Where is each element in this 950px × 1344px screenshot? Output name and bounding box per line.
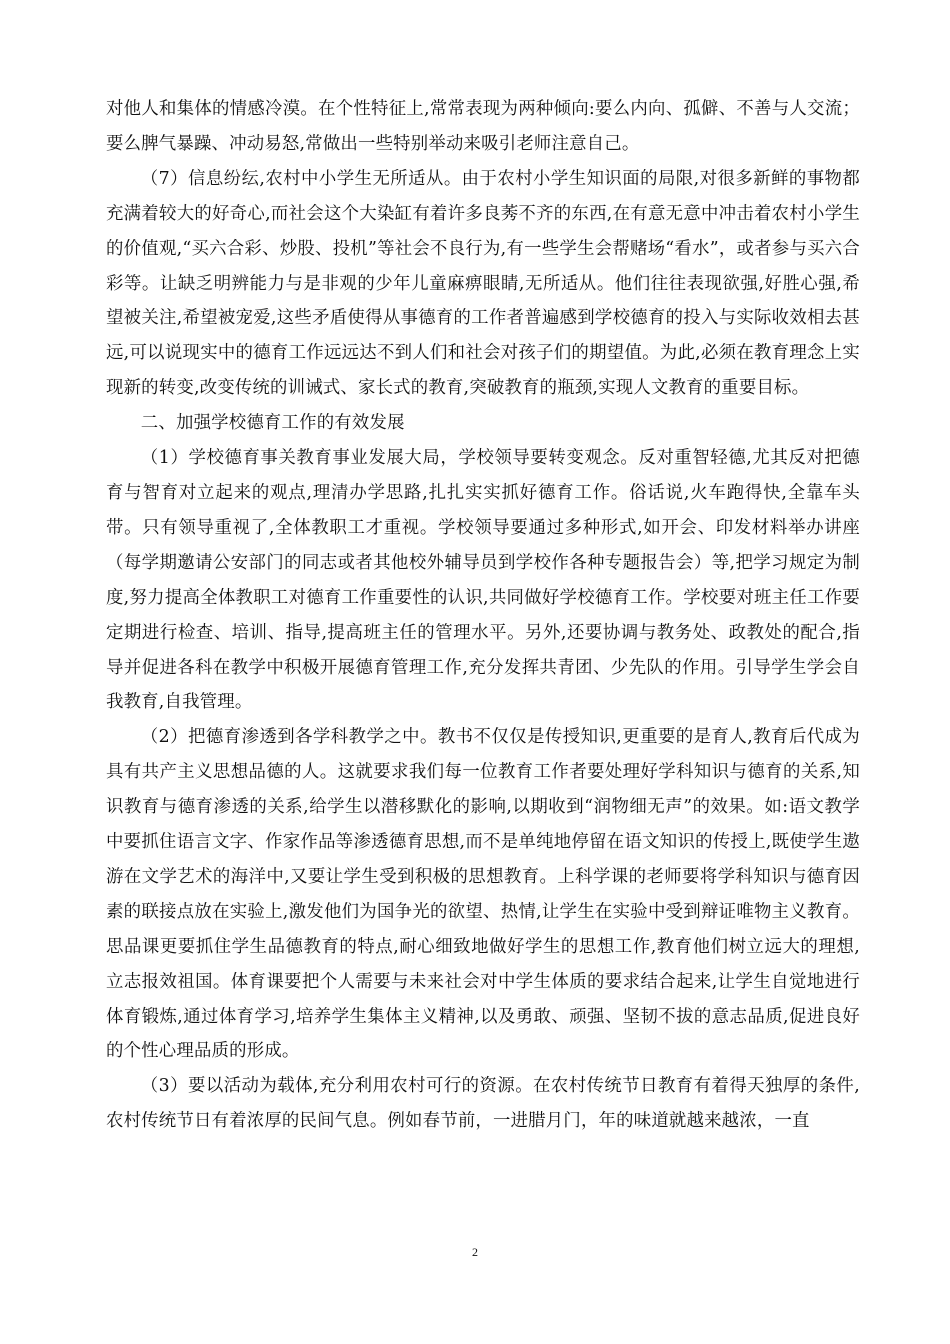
document-body bbox=[106, 92, 860, 1139]
section-heading-2: 二、加强学校德育工作的有效发展 bbox=[140, 413, 405, 434]
page-number: 2 bbox=[472, 1245, 478, 1259]
paragraph-item-3: （3）要以活动为载体,充分利用农村可行的资源。在农村传统节日教育有着得天独厚的条件,农村传统节日有着浓厚的民间气息。例如春节前，一进腊月门，年的味道就越来越浓，一直 bbox=[106, 1076, 860, 1132]
paragraph-item-2: （2）把德育渗透到各学科教学之中。教书不仅仅是传授知识,更重要的是育人,教育后代成为具有共产主义思想品德的人。这就要求我们每一位教育工作者要处理好学科知识与德育的关系,知识教育与德育渗透的关系,给学生以潜移默化的影响,以期收到“润物细无声”的效果。如:语文教学中要抓住语言文字、作家作品等渗透德育思想,而不是单纯地停留在语文知识的传授上,既使学生遨游在文学艺术的海洋中,又要让学生受到积极的思想教育。上科学课的老师要将学科知识与德育因素的联接点放在实验上,激发他们为国争光的欲望、热情,让学生在实验中受到辩证唯物主义教育。思品课更要抓住学生品德教育的特点,耐心细致地做好学生的思想工作,教育他们树立远大的理想,立志报效祖国。体育课要把个人需要与未来社会对中学生体质的要求结合起来,让学生自觉地进行体育锻炼,通过体育学习,培养学生集体主义精神,以及勇敢、顽强、坚韧不拔的意志品质,促进良好的个性心理品质的形成。 bbox=[106, 727, 860, 1062]
paragraph-item-1: （1）学校德育事关教育事业发展大局，学校领导要转变观念。反对重智轻德,尤其反对把德育与智育对立起来的观点,理清办学思路,扎扎实实抓好德育工作。俗话说,火车跑得快,全靠车头带。只有领导重视了,全体教职工才重视。学校领导要通过多种形式,如开会、印发材料举办讲座（每学期邀请公安部门的同志或者其他校外辅导员到学校作各种专题报告会）等,把学习规定为制度,努力提高全体教职工对德育工作重要性的认识,共同做好学校德育工作。学校要对班主任工作要定期进行检查、培训、指导,提高班主任的管理水平。另外,还要协调与教务处、政教处的配合,指导并促进各科在教学中积极开展德育管理工作,充分发挥共青团、少先队的作用。引导学生学会自我教育,自我管理。 bbox=[106, 448, 860, 713]
paragraph-item-7: （7）信息纷纭,农村中小学生无所适从。由于农村小学生知识面的局限,对很多新鲜的事物都充满着较大的好奇心,而社会这个大染缸有着许多良莠不齐的东西,在有意无意中冲击着农村小学生的价值观,“买六合彩、炒股、投机”等社会不良行为,有一些学生会帮赌场“看水”，或者参与买六合彩等。让缺乏明辨能力与是非观的少年儿童麻痹眼睛,无所适从。他们往往表现欲强,好胜心强,希望被关注,希望被宠爱,这些矛盾使得从事德育的工作者普遍感到学校德育的投入与实际收效相去甚远,可以说现实中的德育工作远远达不到人们和社会对孩子们的期望值。为此,必须在教育理念上实现新的转变,改变传统的训诫式、家长式的教育,突破教育的瓶颈,实现人文教育的重要目标。 bbox=[106, 168, 860, 399]
paragraph-continued: 对他人和集体的情感冷漠。在个性特征上,常常表现为两种倾向:要么内向、孤僻、不善与人交流；要么脾气暴躁、冲动易怒,常做出一些特别举动来吸引老师注意自己。 bbox=[106, 99, 860, 154]
